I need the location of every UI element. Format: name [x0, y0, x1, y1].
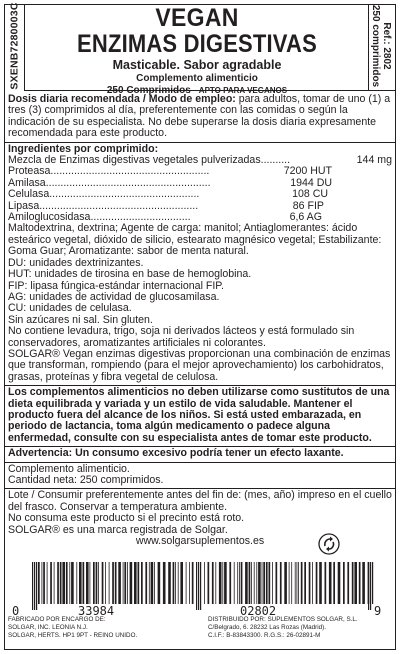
unit-def: CU: unidades de celulasa.	[8, 302, 132, 315]
tablet-count: 250 Comprimidos	[106, 85, 191, 96]
warning-text: Los complementos alimenticios no deben utilizarse como sustitutos de una dieta equilibrada y variada y un estilo de vida saludable. Mantener el producto fuera del alcance de los niños. Si está usted embarazada, en periodo de lactancia, toma algún medicamento o padece alguna enfermedad, consulte con su especialista antes de tomar este producto.	[8, 386, 390, 444]
free-from: Sin azúcares ni sal. Sin gluten.	[8, 313, 153, 326]
seal-warning: No consuma este producto si el precinto está roto.	[8, 512, 245, 525]
label-body	[8, 94, 392, 547]
ingredient-row: Lipasa ...................................................... 86 FIP	[8, 199, 324, 212]
ingredients-label: Ingredientes por comprimido:	[8, 142, 159, 155]
unit-def: HUT: unidades de tirosina en base de hemoglobina.	[8, 268, 252, 281]
side-code	[6, 2, 24, 90]
barcode-digit-check: 9	[374, 604, 382, 618]
footer	[8, 616, 392, 646]
ingredient-row: Amiloglucosidasa .................................. 6,6 AG	[8, 211, 322, 224]
dosage-paragraph	[8, 94, 392, 140]
title-product: ENZIMAS DIGESTIVAS	[77, 30, 317, 58]
label-header	[26, 6, 368, 97]
barcode-digits-left: 33984	[78, 604, 115, 618]
unit-def: AG: unidades de actividad de glucosamilasa.	[8, 290, 220, 303]
barcode	[8, 562, 392, 612]
unit-def: DU: unidades dextrinizantes.	[8, 256, 144, 269]
title-vegan: VEGAN	[155, 4, 239, 32]
barcode-digits-right: 02802	[240, 604, 277, 618]
ingredient-row: Celulasa ................................................... 108 CU	[8, 188, 328, 201]
product-type: Complemento alimenticio	[136, 73, 258, 84]
distributor-info: DISTRIBUIDO POR: SUPLEMENTOS SOLGAR, S.L. C/Belgrado, 6. 28232 Las Rozas (Madrid). C.I.F.: B-83843300. R.G.S.: 26-02891-M	[208, 616, 358, 639]
type-line: Complemento alimenticio.	[8, 462, 130, 475]
vegan-claim: APTO PARA VEGANOS	[198, 86, 288, 95]
side-reference	[368, 6, 394, 86]
net-quantity: Cantidad neta: 250 comprimidos.	[8, 474, 164, 486]
barcode-digit-start: 0	[12, 604, 20, 618]
divider-left	[24, 4, 25, 90]
no-contains: No contiene levadura, trigo, soja ni derivados lácteos y está formulado sin conservadores, aromatizantes artificiales ni colorantes.	[8, 325, 355, 349]
lot-info: Lote / Consumir preferentemente antes del fin de: (mes, año) impreso en el cuello del frasco. Conservar a temperatura ambiente.	[8, 489, 392, 513]
brand-line: SOLGAR® es una marca registrada de Solgar.	[8, 523, 228, 536]
unit-def: FIP: lipasa fúngica-estándar internacional FIP.	[8, 279, 224, 292]
product-code: SXENB7280003C	[9, 2, 21, 90]
dosage-text: para adultos, tomar de uno (1) a tres (3) comprimidos al día, preferentemente con las comidas o según la indicación de su especialista. No debe superarse la dosis diaria expresamente recomendada para este producto.	[8, 93, 391, 140]
dosage-label: Dosis diaria recomendada / Modo de empleo:	[8, 93, 236, 105]
description: SOLGAR® Vegan enzimas digestivas proporcionan una combinación de enzimas que transforman, rompiendo (para el mejor aprovechamiento) los carbohidratos, grasas, proteínas y fibra vegetal de celulosa.	[8, 347, 391, 383]
website: www.solgarsuplementos.es	[135, 535, 265, 548]
ingredient-row: Proteasa ...................................................... 7200 HUT	[8, 165, 332, 178]
excipients: Maltodextrina, dextrina; Agente de carga: manitol; Antiaglomerantes: ácido esteárico vegetal, dióxido de silicio, estearato magnésico vegetal; Estabilizante: Goma Guar; Aromatizante: sabor de menta natural.	[8, 222, 382, 258]
subtitle: Masticable. Sabor agradable	[112, 58, 282, 72]
ingredient-row: Amilasa ........................................................ 1944 DU	[8, 176, 332, 189]
ingredient-mix-row: Mezcla de Enzimas digestivas vegetales pulverizadas .......... 144 mg	[8, 154, 392, 167]
recycle-icon	[318, 533, 340, 555]
reference-text: Ref.: 2802 250 comprimidos	[370, 4, 393, 88]
laxative-warning: Advertencia: Un consumo excesivo podría tener un efecto laxante.	[8, 447, 344, 460]
manufacturer-info: FABRICADO POR ENCARGO DE: SOLGAR, INC. LEONIA N.J. SOLGAR, HERTS. HP1 9PT - REINO UNIDO.	[8, 616, 138, 639]
